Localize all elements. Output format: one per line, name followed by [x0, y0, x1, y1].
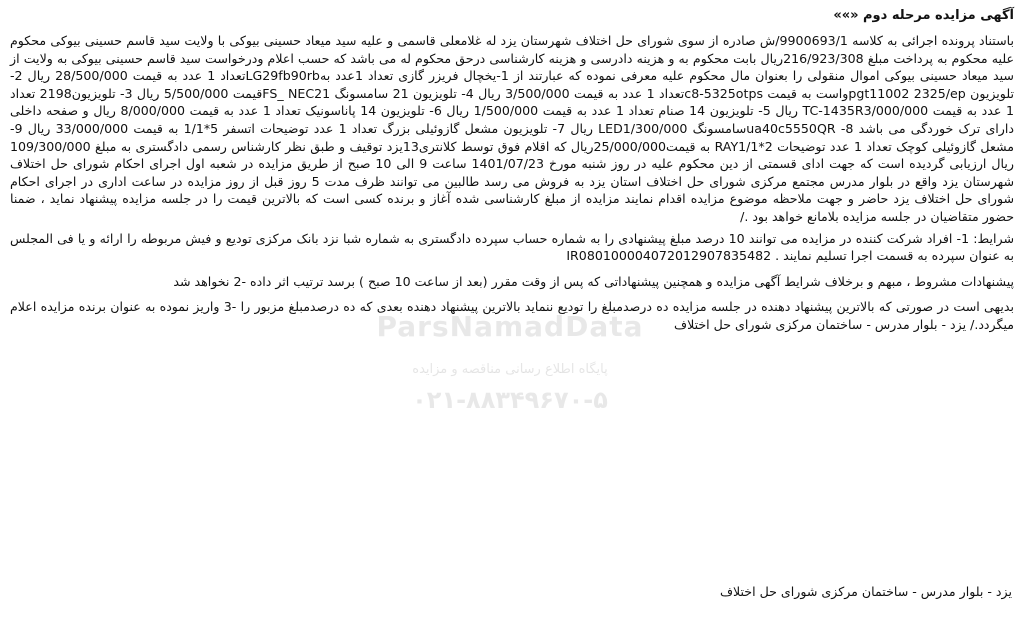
notice-title: آگهی مزایده مرحله دوم «»» [833, 8, 1014, 23]
condition-1: شرایط: 1- افراد شرکت کننده در مزایده می توانند 10 درصد مبلغ پیشنهادی را به شماره حساب سپرده دادگستری به شماره شبا نزد بانک مرکزی توديع و فیش مربوطه را ارائه و یا فی المجلس به عنوان سپرده به قسمت اجرا تسلیم نمایند . IR080100004072012907835482 [10, 230, 1014, 264]
watermark-phone: ۰۲۱-۸۸۳۴۹۶۷۰-۵ [412, 386, 608, 414]
conditions-section [10, 230, 1014, 334]
watermark-tagline: پایگاه اطلاع رسانی مناقصه و مزایده [412, 362, 608, 377]
condition-3: بدیهی است در صورتی که بالاترین پیشنهاد دهنده در جلسه مزایده ده درصدمبلغ را توديع ننماید بالاترین پیشنهاد دهنده بعدی که ده درصدمبلغ مزبور را -3 واریز نموده به عنوان برنده مزایده اعلام میگردد./ یزد - بلوار مدرس - ساختمان مرکزی شورای حل اختلاف [10, 299, 1014, 332]
notice-body: باستناد پرونده اجرائی به کلاسه 9900693/1/ش صادره از سوی شورای حل اختلاف شهرستان یزد له غلامعلی قاسمی و علیه سید میعاد حسینی بیوکی با ولایت سید قاسم حسینی بیوکی محکوم علیه محکوم به پرداخت مبلغ 216/923/308ریال بابت محکوم به و هزینه دادرسی و هزینه کارشناسی درحق محکوم له می باشد که حسب اعلام ودرخواست سید قاسم حسینی بیوکی به ولایت از سید میعاد حسینی بیوکی اموال منقولی را بعنوان مال محکوم علیه معرفی نموده که عبارتند از 1-یخچال فریزر گازی تعداد 1عدد بهLG29fb90rbتعداد 1 عدد به قیمت 28/500/000 ریال 2- تلویزیون pgt11002 2325/epواست به قیمت c8-5325otpsتعداد 1 عدد به قیمت 3/500/000 ریال 4- تلویزیون 21 سامسونگ FS_ NEC21قیمت 5/500/000 ریال 3- تلویزیون2198 تعداد 1 عدد به قیمت TC-1435R3/000/000 ریال 5- تلویزیون 14 صنام تعداد 1 عدد به قیمت 1/500/000 ریال 6- تلویزیون 14 پاناسونیک تعداد 1 عدد به قیمت 8/000/000 ریال و صفحه داخلی دارای ترک خوردگی می باشد 8- ua40c5550QRسامسونگ LED1/300/000 ریال 7- تلویزیون مشعل گازوئیلی بزرگ تعداد 1 عدد توضیحات اتسفر 5*1/1 به قیمت 33/000/000 ریال 9- مشعل گازوئیلی کوچک تعداد 1 عدد توضیحات RAY1/1*2 به قیمت25/000/000ریال که اقلام فوق توسط کلانتری13یزد توقیف و طبق نظر کارشناس رسمی دادگستری به مبلغ 109/300/000 ریال ارزیابی گردیده است که جهت ادای قسمتی از دین محکوم علیه در روز شنبه مورخ 1401/07/23 ساعت 9 الی 10 صبح از طریق مزایده در شعبه اول اجرای احکام شورای حل اختلاف شهرستان یزد واقع در بلوار مدرس مجتمع مرکزی شورای حل اختلاف استان یزد به فروش می رسد طالبین می توانند ظرف مدت 5 روز قبل از روز مزایده در ساعت اداری در اجرای احکام شورای حل اختلاف یزد حاضر و جهت ملاحظه موضوع مزایده اقدام نمایند مزایده از مبلغ کارشناسی شده آغاز و برنده کسی است که بالاترین قیمت را در جلسه مزایده پیشنهاد نماید ، ضمنا حضور متقاضیان در جلسه مزایده بلامانع خواهد بود ./ [10, 33, 1015, 224]
condition-2: پیشنهادات مشروط ، مبهم و برخلاف شرایط آگهی مزایده و همچنین پیشنهاداتی که پس از وقت مقرر (بعد از ساعت 10 صبح ) برسد ترتیب اثر داده -2 نخواهد شد [173, 273, 1014, 289]
notice-footer: یزد - بلوار مدرس - ساختمان مرکزی شورای حل اختلاف [719, 584, 1012, 599]
watermark-logo: ParsNamadData [376, 310, 644, 343]
